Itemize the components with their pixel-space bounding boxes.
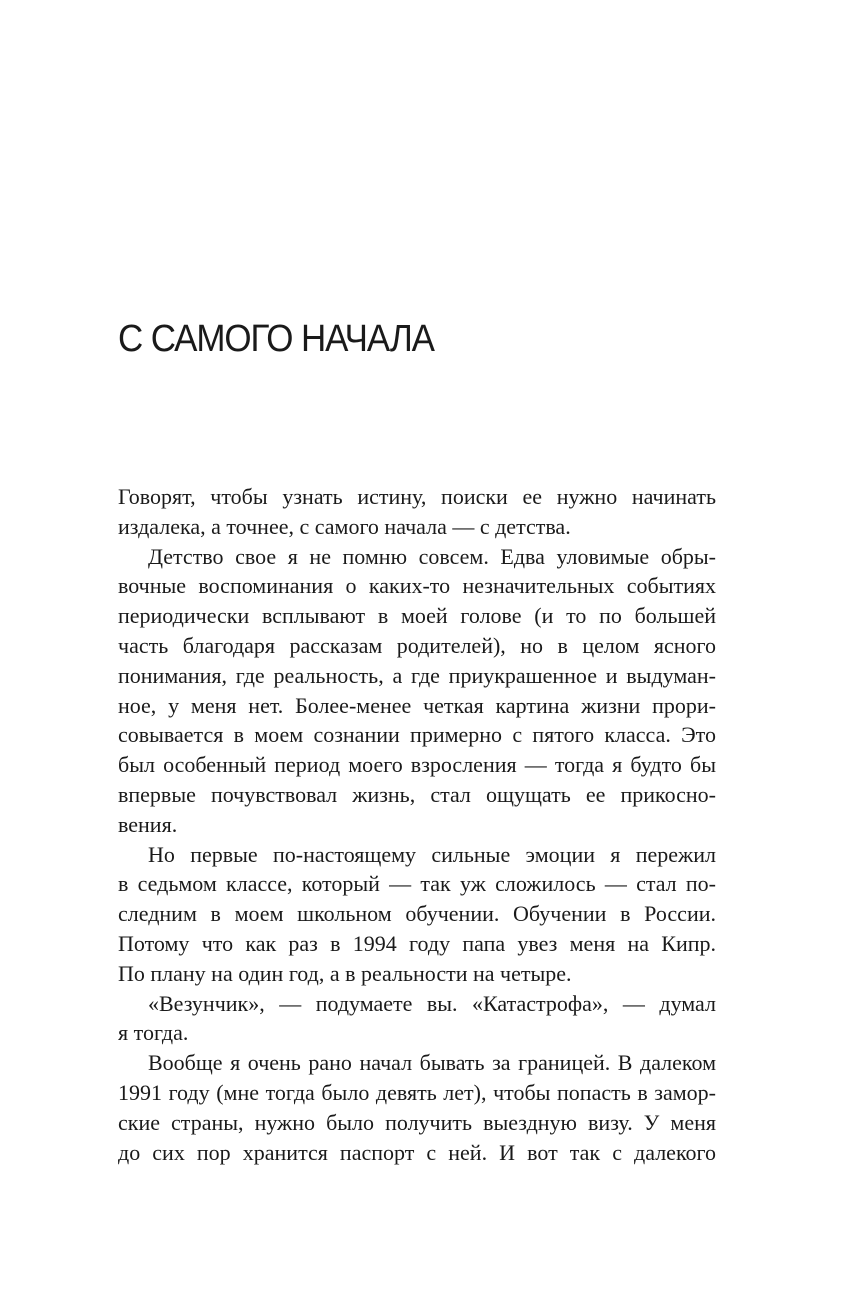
text-line: Говорят, чтобы узнать истину, поиски ее нужно начинать: [118, 484, 716, 509]
text-line: я тогда.: [118, 1020, 189, 1046]
text-line: был особенный период моего взросления — тогда я будто бы: [118, 752, 716, 778]
text-line: ские страны, нужно было получить выездную визу. У меня: [118, 1109, 716, 1135]
text-line: Потому что как раз в 1994 году папа увез меня на Кипр.: [118, 930, 716, 956]
text-line: Детство свое я не помню совсем. Едва уловимые обры-: [148, 543, 716, 569]
text-line: вочные воспоминания о каких-то незначительных событиях: [118, 573, 716, 599]
text-line: ное, у меня нет. Более-менее четкая картина жизни прори-: [118, 692, 716, 718]
body-text: [118, 482, 716, 1167]
text-line: следним в моем школьном обучении. Обучении в России.: [118, 901, 716, 927]
text-line: в седьмом классе, который — так уж сложилось — стал по-: [118, 871, 716, 897]
text-line: понимания, где реальность, а где приукрашенное и выдуман-: [118, 662, 716, 688]
text-line: периодически всплывают в моей голове (и то по большей: [118, 603, 716, 629]
text-line: По плану на один год, а в реальности на четыре.: [118, 960, 572, 986]
chapter-title: С САМОГО НАЧАЛА: [118, 318, 434, 360]
text-line: «Везунчик», — подумаете вы. «Катастрофа», — думал: [148, 990, 716, 1016]
text-line: Вообще я очень рано начал бывать за границей. В далеком: [148, 1050, 716, 1076]
text-line: совывается в моем сознании примерно с пятого класса. Это: [118, 722, 716, 748]
text-line: впервые почувствовал жизнь, стал ощущать ее прикосно-: [118, 781, 716, 807]
text-line: часть благодаря рассказам родителей), но в целом ясного: [118, 632, 716, 658]
text-line: до сих пор хранится паспорт с ней. И вот так с далекого: [118, 1139, 716, 1165]
text-line: вения.: [118, 811, 178, 837]
text-line: издалека, а точнее, с самого начала — с детства.: [118, 513, 571, 539]
text-line: 1991 году (мне тогда было девять лет), чтобы попасть в замор-: [118, 1079, 716, 1105]
text-line: Но первые по-настоящему сильные эмоции я пережил: [148, 841, 716, 867]
